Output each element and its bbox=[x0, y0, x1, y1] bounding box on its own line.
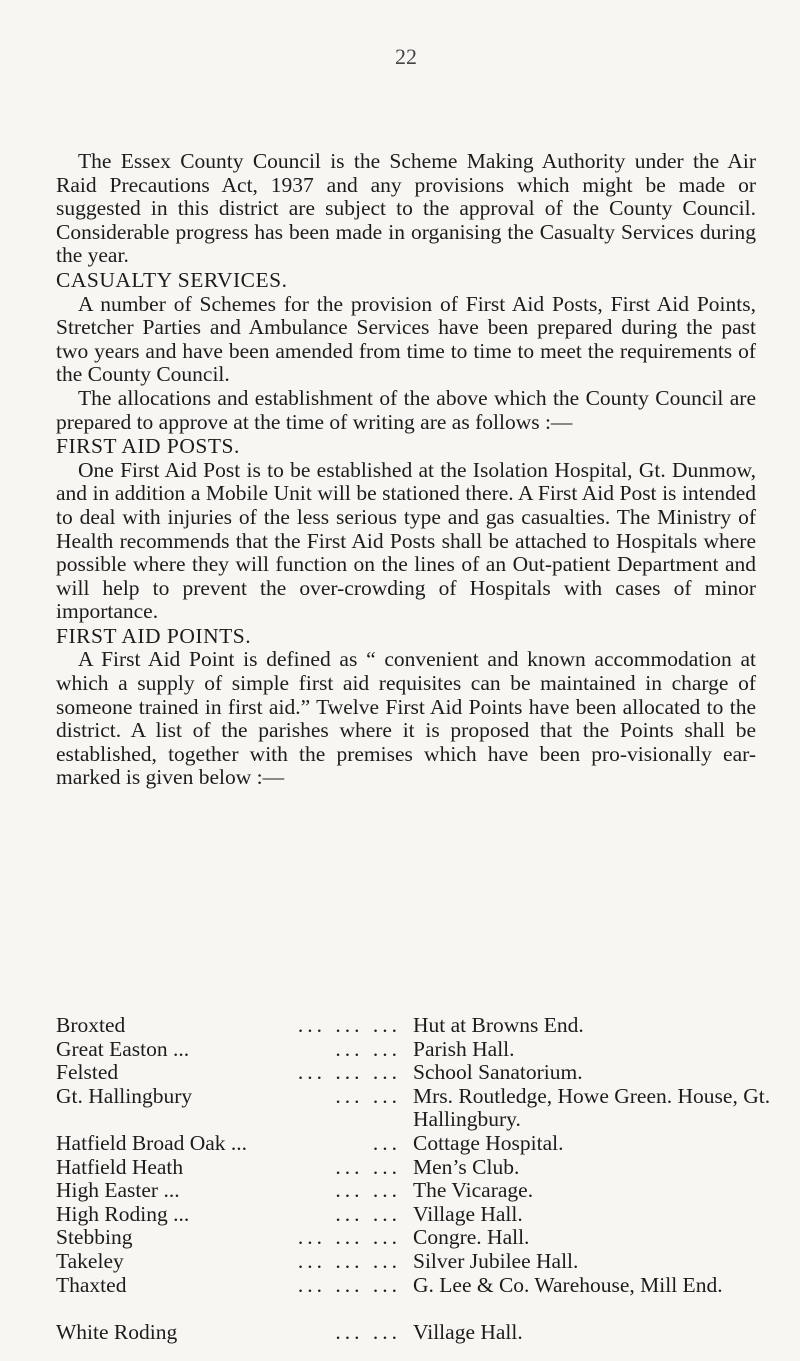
premises-name: G. Lee & Co. Warehouse, Mill End. bbox=[413, 1272, 723, 1297]
leader-dots: ... ... bbox=[335, 1154, 401, 1179]
premises-name: Congre. Hall. bbox=[413, 1225, 530, 1250]
casualty-services-heading: CASUALTY SERVICES. bbox=[56, 267, 288, 292]
first-aid-points-list bbox=[56, 1013, 771, 1344]
leader-dots: ... bbox=[372, 1130, 401, 1155]
leader-dots: ... ... ... bbox=[297, 1060, 401, 1085]
leader-dots: ... ... bbox=[335, 1178, 401, 1203]
first-aid-posts-paragraph: One First Aid Post is to be established at the Isolation Hospital, Gt. Dunmow, and in addition a Mobile Unit will be stationed there. A First Aid Post is intended to deal with injuries of the less serious type and gas casualties. The Ministry of Health recommends that the First Aid Posts shall be attached to Hospitals where possible where they will function on the lines of an Out-patient Department and will help to prevent the over-crowding of Hospitals with cases of minor importance. bbox=[56, 457, 756, 624]
parish-name: Great Easton ... bbox=[56, 1036, 190, 1061]
parish-name: Hatfield Heath bbox=[56, 1154, 184, 1179]
parish-name: High Easter ... bbox=[56, 1178, 180, 1203]
page-number: 22 bbox=[395, 44, 417, 69]
parish-name: Thaxted bbox=[56, 1272, 127, 1297]
leader-dots: ... ... bbox=[335, 1319, 401, 1344]
premises-name: Silver Jubilee Hall. bbox=[413, 1248, 579, 1273]
list-item bbox=[56, 1226, 766, 1250]
first-aid-posts-heading: FIRST AID POSTS. bbox=[56, 434, 240, 459]
parish-name: Hatfield Broad Oak ... bbox=[56, 1130, 248, 1155]
leader-dots: ... ... ... bbox=[297, 1248, 401, 1273]
casualty-services-paragraph-1: A number of Schemes for the provision of First Aid Posts, First Aid Points, Stretcher Parties and Ambulance Services have been prepared during the past two years and have been amended from time to time to meet the requirements of the County Council. bbox=[56, 291, 756, 387]
list-item bbox=[56, 1083, 771, 1132]
premises-name: The Vicarage. bbox=[413, 1178, 534, 1203]
parish-name: Felsted bbox=[56, 1060, 119, 1085]
premises-name: School Sanatorium. bbox=[413, 1060, 583, 1085]
list-item bbox=[56, 1274, 766, 1321]
list-item bbox=[56, 1038, 766, 1062]
list-item bbox=[56, 1061, 766, 1085]
leader-dots: ... ... ... bbox=[297, 1225, 401, 1250]
casualty-services-paragraph-2: The allocations and establishment of the above which the County Council are prepared to approve at the time of writing are as follows :— bbox=[56, 385, 756, 434]
leader-dots: ... ... ... bbox=[297, 1272, 401, 1297]
list-item bbox=[56, 1132, 766, 1156]
list-item bbox=[56, 1321, 766, 1345]
parish-name: Takeley bbox=[56, 1248, 124, 1273]
leader-dots: ... ... ... bbox=[297, 1013, 401, 1037]
body-text bbox=[56, 150, 756, 790]
premises-name: Cottage Hospital. bbox=[413, 1130, 564, 1155]
parish-name: Gt. Hallingbury bbox=[56, 1083, 193, 1108]
first-aid-points-paragraph: A First Aid Point is defined as “ convenient and known accommodation at which a supply of simple first aid requisites can be maintained in charge of someone trained in first aid.” Twelve First Aid Points have been allocated to the district. A list of the parishes where it is proposed that the Points shall be established, together with the premises which have been pro-visionally ear-marked is given below :— bbox=[56, 647, 756, 790]
premises-name: Mrs. Routledge, Howe Green. House, Gt. Hallingbury. bbox=[413, 1083, 771, 1132]
first-aid-points-heading: FIRST AID POINTS. bbox=[56, 623, 252, 648]
list-item bbox=[56, 1203, 766, 1227]
list-item bbox=[56, 1179, 766, 1203]
intro-paragraph: The Essex County Council is the Scheme Making Authority under the Air Raid Precautions Act, 1937 and any provisions which might be made or suggested in this district are subject to the approval of the County Council. Considerable progress has been made in organising the Casualty Services during the year. bbox=[56, 149, 756, 268]
list-item bbox=[56, 1250, 766, 1274]
premises-name: Parish Hall. bbox=[413, 1036, 515, 1061]
parish-name: Stebbing bbox=[56, 1225, 133, 1250]
list-item bbox=[56, 1156, 766, 1180]
parish-name: High Roding ... bbox=[56, 1201, 190, 1226]
premises-name: Village Hall. bbox=[413, 1201, 523, 1226]
leader-dots: ... ... bbox=[335, 1036, 401, 1061]
leader-dots: ... ... bbox=[335, 1083, 401, 1108]
list-item bbox=[56, 1014, 766, 1038]
premises-name: Men’s Club. bbox=[413, 1154, 520, 1179]
parish-name: White Roding bbox=[56, 1319, 178, 1344]
premises-name: Hut at Browns End. bbox=[413, 1013, 584, 1037]
parish-name: Broxted bbox=[56, 1013, 126, 1037]
leader-dots: ... ... bbox=[335, 1201, 401, 1226]
premises-name: Village Hall. bbox=[413, 1319, 523, 1344]
